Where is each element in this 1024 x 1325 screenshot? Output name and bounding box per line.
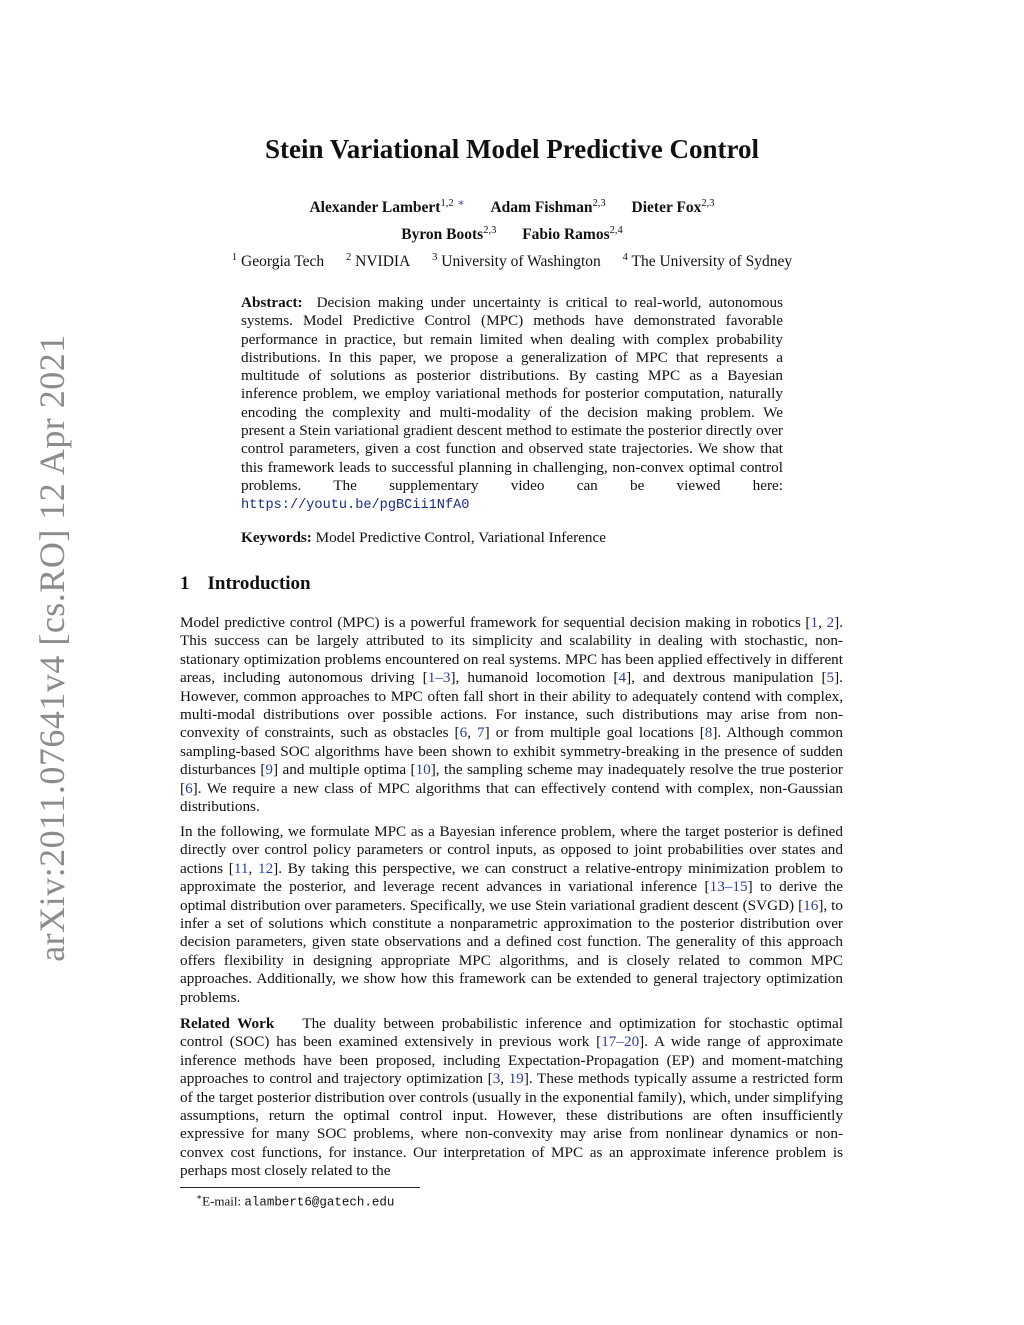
authors-line-1 (0, 197, 1024, 217)
footnote-mark: ∗ (196, 1192, 203, 1202)
affiliation: $^4$ The University of Sydney (622, 252, 793, 271)
author: Byron Boots$^{2,3}$ (401, 225, 497, 244)
paragraph-text: The duality between probabilistic inference and optimization for stochastic optimal control (SOC) has been examined extensively in previous work [17–20]. A wide range of approximate inference methods have been proposed, including Expectation-Propagation (EP) and moment-matching approaches to control and trajectory optimization [3, 19]. These methods typically assume a restricted form of the target posterior distribution over controls (usually in the exponential family), which, under simplifying assumptions, return the optimal control input. However, these distributions are often insufficiently expressive for many SOC problems, where non-convexity may arise from nonlinear dynamics or non-convex cost functions, for instance. Our interpretation of MPC as an approximate inference problem is perhaps most closely related to the (180, 1015, 844, 1180)
citation-link[interactable]: 9 (265, 761, 273, 779)
related-work-label: Related Work (180, 1015, 275, 1032)
intro-paragraph-2 (180, 823, 843, 1007)
affiliations (0, 252, 1024, 271)
section-heading (180, 573, 311, 595)
citation-link[interactable]: 3 (492, 1070, 501, 1088)
citation-link[interactable]: 1 (810, 614, 819, 631)
citation-link[interactable]: 4 (618, 669, 627, 687)
citation-link[interactable]: 6 (185, 779, 193, 797)
author: Fabio Ramos$^{2,4}$ (522, 225, 623, 244)
footnote: ∗E-mail: alambert6@gatech.edu (196, 1192, 395, 1210)
abstract (241, 294, 783, 516)
citation-link[interactable]: 16 (803, 896, 819, 914)
keywords-text: Model Predictive Control, Variational Inference (315, 529, 606, 546)
footnote-marker[interactable]: ∗ (457, 198, 465, 209)
citation-link[interactable]: 10 (415, 761, 431, 779)
section-title: Introduction (207, 573, 311, 594)
author: Dieter Fox$^{2,3}$ (631, 198, 715, 217)
citation-link[interactable]: 8 (704, 724, 713, 742)
citation-link[interactable]: 12 (257, 859, 274, 877)
citation-link[interactable]: 11 (233, 859, 249, 877)
citation-link[interactable]: 6 (459, 724, 468, 742)
affiliation: $^3$ University of Washington (432, 252, 601, 271)
affiliation: $^1$ Georgia Tech (231, 252, 325, 271)
paragraph-text: Model predictive control (MPC) is a powerful framework for sequential decision making in robotics [1, 2]. This success can be largely attributed to its simplicity and scalability in dealing with stochastic, non-stationary optimization problems encountered on real systems. MPC has been applied effectively in different areas, including autonomous driving [1–3], humanoid locomotion [4], and dextrous manipulation [5]. However, common approaches to MPC often fall short in their ability to adequately contend with complex, multi-modal distributions over possible actions. For instance, such distributions may arise from non-convexity of constraints, such as obstacles [6, 7] or from multiple goal locations [8]. Although common sampling-based SOC algorithms have been shown to exhibit symmetry-breaking in the presence of sudden disturbances [9] and multiple optima [10], the sampling scheme may inadequately resolve the true posterior [6]. We require a new class of MPC algorithms that can effectively contend with complex, non-Gaussian distributions. (180, 614, 844, 816)
abstract-label: Abstract: (241, 294, 303, 311)
citation-link[interactable]: 2 (826, 614, 835, 631)
paragraph-text: In the following, we formulate MPC as a Bayesian inference problem, where the target posterior is defined directly over control policy parameters or control inputs, as opposed to joint probabilities over states and actions [11, 12]. By taking this perspective, we can construct a relative-entropy minimization problem to approximate the posterior, and leverage recent advances in variational inference [13–15] to derive the optimal distribution over parameters. Specifically, we use Stein variational gradient descent (SVGD) [16], to infer a set of solutions which constitute a nonparametric approximation to the posterior distribution over decision parameters, given state observations and a defined cost function. The generality of this approach offers flexibility in designing appropriate MPC algorithms, and is closely related to common MPC approaches. Additionally, we show how this framework can be extended to general trajectory optimization problems. (180, 823, 843, 1006)
abstract-text: Decision making under uncertainty is critical to real-world, autonomous systems. Model Predictive Control (MPC) methods have demonstrated favorable performance in practice, but remain limited when dealing with complex probability distributions. In this paper, we propose a generalization of MPC that represents a multitude of solutions as posterior distributions. By casting MPC as a Bayesian inference problem, we employ variational methods for posterior computation, naturally encoding the complexity and multi-modality of the decision making problem. We present a Stein variational gradient descent method to estimate the posterior directly over control parameters, given a cost function and observed state trajectories. We show that this framework leads to successful planning in challenging, non-convex optimal control problems. The supplementary video can be viewed here: (241, 294, 783, 494)
related-work-paragraph (180, 1015, 843, 1181)
email-link[interactable]: alambert6@gatech.edu (244, 1195, 395, 1210)
intro-paragraph-1 (180, 614, 843, 816)
citation-link[interactable]: 7 (477, 724, 485, 742)
video-link[interactable]: https://youtu.be/pgBCii1NfA0 (241, 498, 470, 514)
citation-link[interactable]: 1–3 (427, 669, 451, 687)
arxiv-identifier-text: arXiv:2011.07641v4 [cs.RO] 12 Apr 2021 (32, 334, 72, 962)
citation-link[interactable]: 19 (508, 1070, 524, 1088)
footnote-divider (180, 1187, 420, 1188)
paper-title: Stein Variational Model Predictive Control (265, 134, 759, 164)
citation-link[interactable]: 13–15 (709, 878, 748, 896)
authors-line-2 (0, 225, 1024, 244)
author: Adam Fishman$^{2,3}$ (490, 198, 606, 217)
citation-link[interactable]: 5 (826, 669, 835, 687)
section-number: 1 (180, 573, 190, 594)
citation-link[interactable]: 17–20 (601, 1033, 640, 1051)
keywords (241, 529, 783, 547)
keywords-label: Keywords: (241, 529, 312, 546)
author: Alexander Lambert$^{1,2}$ ∗ (309, 198, 465, 217)
affiliation: $^2$ NVIDIA (346, 252, 411, 271)
